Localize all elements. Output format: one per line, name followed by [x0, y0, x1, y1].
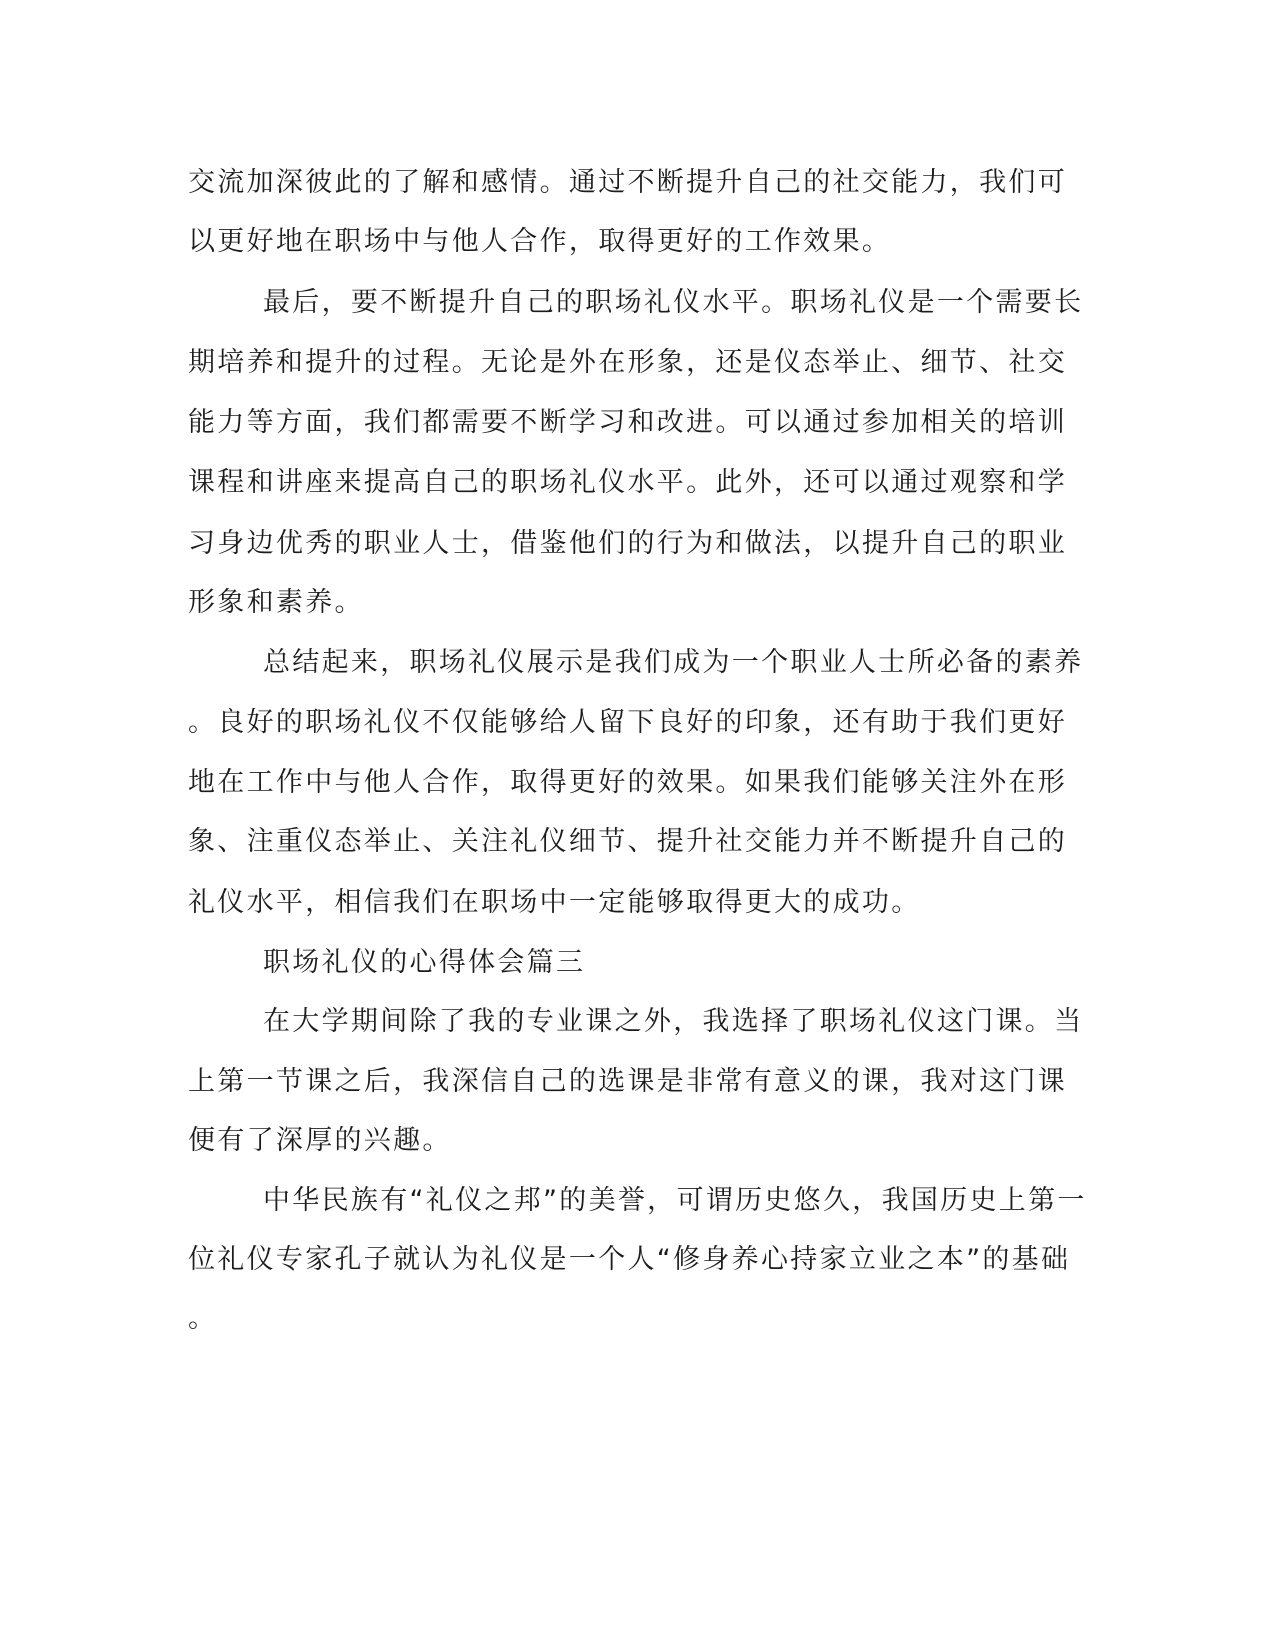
- paragraph-start: 总结起来，职场礼仪展示是我们成为一个职业人士所必备的素养: [263, 647, 1084, 678]
- paragraph-start: 最后，要不断提升自己的职场礼仪水平。职场礼仪是一个需要长: [263, 287, 1084, 318]
- text-line: 位礼仪专家孔子就认为礼仪是一个人“修身养心持家立业之本”的基础: [188, 1244, 1071, 1275]
- text-line: 上第一节课之后，我深信自己的选课是非常有意义的课，我对这门课: [188, 1066, 1067, 1097]
- text-line: 。: [188, 1303, 218, 1334]
- text-line: 礼仪水平，相信我们在职场中一定能够取得更大的成功。: [188, 887, 921, 918]
- text-line: 期培养和提升的过程。无论是外在形象，还是仪态举止、细节、社交: [188, 347, 1067, 378]
- text-line: 能力等方面，我们都需要不断学习和改进。可以通过参加相关的培训: [188, 407, 1067, 438]
- paragraph-start: 在大学期间除了我的专业课之外，我选择了职场礼仪这门课。当: [263, 1006, 1084, 1037]
- text-line: 。良好的职场礼仪不仅能够给人留下良好的印象，还有助于我们更好: [188, 707, 1067, 738]
- text-line: 象、注重仪态举止、关注礼仪细节、提升社交能力并不断提升自己的: [188, 826, 1067, 857]
- text-line: 便有了深厚的兴趣。: [188, 1125, 452, 1156]
- paragraph-start: 中华民族有“礼仪之邦”的美誉，可谓历史悠久，我国历史上第一: [263, 1185, 1087, 1216]
- section-heading: 职场礼仪的心得体会篇三: [263, 947, 586, 978]
- text-line: 课程和讲座来提高自己的职场礼仪水平。此外，还可以通过观察和学: [188, 467, 1067, 498]
- text-line: 交流加深彼此的了解和感情。通过不断提升自己的社交能力，我们可: [188, 167, 1067, 198]
- text-line: 以更好地在职场中与他人合作，取得更好的工作效果。: [188, 226, 892, 257]
- text-line: 形象和素养。: [188, 587, 364, 618]
- text-line: 习身边优秀的职业人士，借鉴他们的行为和做法，以提升自己的职业: [188, 528, 1067, 559]
- text-line: 地在工作中与他人合作，取得更好的效果。如果我们能够关注外在形: [188, 767, 1067, 798]
